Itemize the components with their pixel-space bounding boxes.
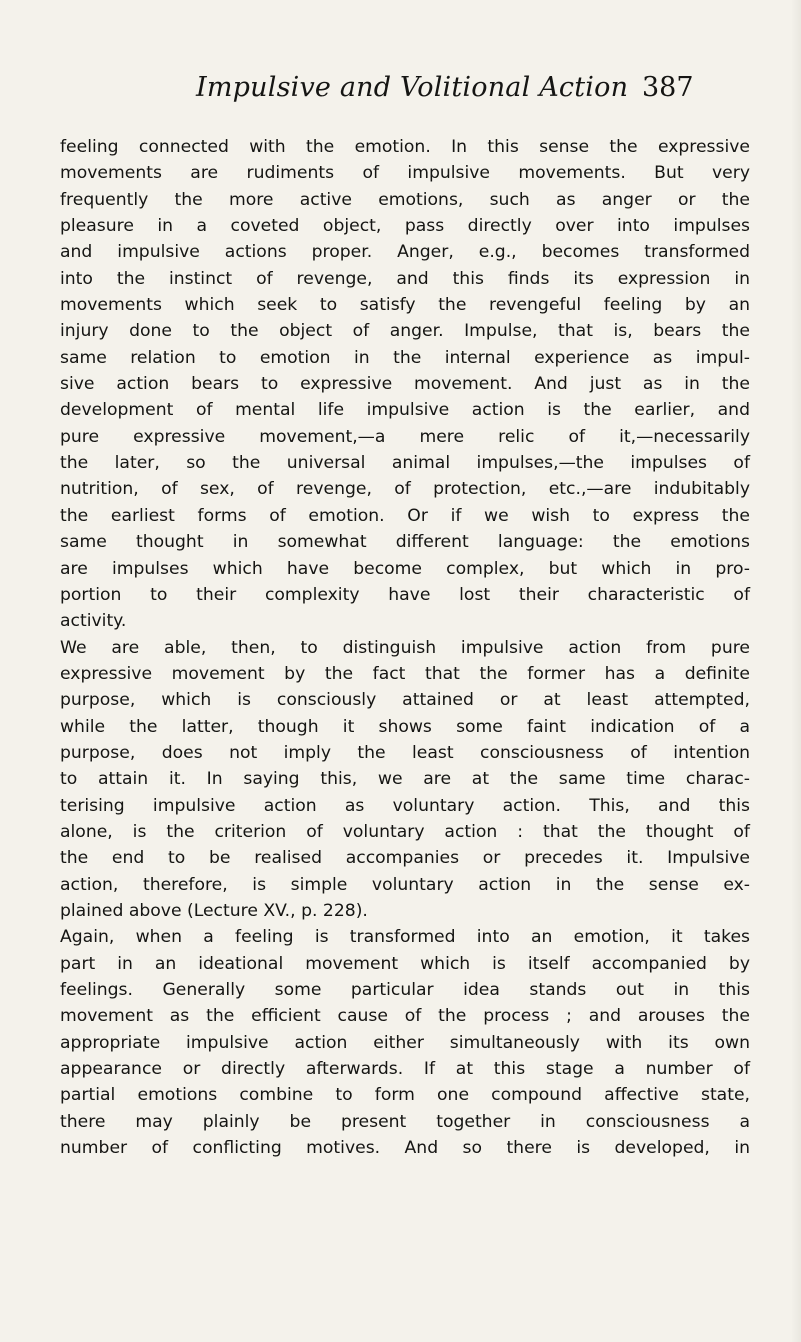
paragraph-2: [60, 635, 750, 925]
page-number: 387: [642, 72, 694, 103]
text-line: to attain it. In saying this, we are at the same time charac-: [60, 769, 750, 790]
text-line: injury done to the object of anger. Impulse, that is, bears the: [60, 321, 750, 342]
text-line: purpose, which is consciously attained or at least attempted,: [60, 690, 750, 711]
text-line: terising impulsive action as voluntary action. This, and this: [60, 795, 750, 816]
text-line: are impulses which have become complex, but which in pro-: [60, 558, 750, 579]
text-line: Again, when a feeling is transformed into an emotion, it takes: [60, 927, 750, 948]
text-line: expressive movement by the fact that the former has a definite: [60, 663, 750, 684]
text-line: portion to their complexity have lost their characteristic of: [60, 584, 750, 605]
text-line: appearance or directly afterwards. If at this stage a number of: [60, 1059, 750, 1080]
paragraph-1: [60, 134, 750, 635]
text-line: the earliest forms of emotion. Or if we wish to express the: [60, 505, 750, 526]
text-line: feelings. Generally some particular idea stands out in this: [60, 980, 750, 1000]
text-line: purpose, does not imply the least consciousness of intention: [60, 742, 750, 763]
text-line: partial emotions combine to form one compound affective state,: [60, 1085, 750, 1106]
text-line: nutrition, of sex, of revenge, of protection, etc.,—are indubitably: [60, 479, 750, 500]
text-line: feeling connected with the emotion. In this sense the expressive: [60, 137, 750, 157]
text-line: movement as the efficient cause of the process ; and arouses the: [60, 1006, 750, 1027]
text-line: movements are rudiments of impulsive movements. But very: [60, 163, 750, 184]
running-title: Impulsive and Volitional Action: [196, 72, 629, 103]
page-body: [60, 134, 750, 1161]
text-line: appropriate impulsive action either simultaneously with its own: [60, 1032, 750, 1053]
text-line: same thought in somewhat different language: the emotions: [60, 532, 750, 553]
text-line: there may plainly be present together in consciousness a: [60, 1111, 750, 1132]
text-line: development of mental life impulsive action is the earlier, and: [60, 400, 750, 421]
text-line: action, therefore, is simple voluntary action in the sense ex-: [60, 874, 750, 895]
text-line: pure expressive movement,—a mere relic of it,—necessarily: [60, 426, 750, 447]
text-line: number of conflicting motives. And so there is developed, in: [60, 1138, 750, 1159]
page-edge-shadow: [791, 0, 801, 1342]
text-line: part in an ideational movement which is itself accompanied by: [60, 953, 750, 974]
text-line: We are able, then, to distinguish impulsive action from pure: [60, 637, 750, 658]
text-line: the end to be realised accompanies or precedes it. Impulsive: [60, 848, 750, 869]
text-line: frequently the more active emotions, such as anger or the: [60, 189, 750, 210]
text-line: the later, so the universal animal impulses,—the impulses of: [60, 453, 750, 474]
text-line: and impulsive actions proper. Anger, e.g., becomes transformed: [60, 242, 750, 263]
text-line: alone, is the criterion of voluntary action : that the thought of: [60, 821, 750, 842]
text-line: activity.: [60, 611, 127, 632]
text-line: sive action bears to expressive movement. And just as in the: [60, 374, 750, 395]
text-line: movements which seek to satisfy the revengeful feeling by an: [60, 295, 750, 316]
text-line: plained above (Lecture XV., p. 228).: [60, 900, 368, 921]
page-header: [196, 72, 756, 112]
text-line: pleasure in a coveted object, pass directly over into impulses: [60, 216, 750, 237]
text-line: same relation to emotion in the internal experience as impul-: [60, 347, 750, 368]
paragraph-3: [60, 924, 750, 1161]
text-line: into the instinct of revenge, and this finds its expression in: [60, 268, 750, 289]
text-line: while the latter, though it shows some faint indication of a: [60, 716, 750, 737]
